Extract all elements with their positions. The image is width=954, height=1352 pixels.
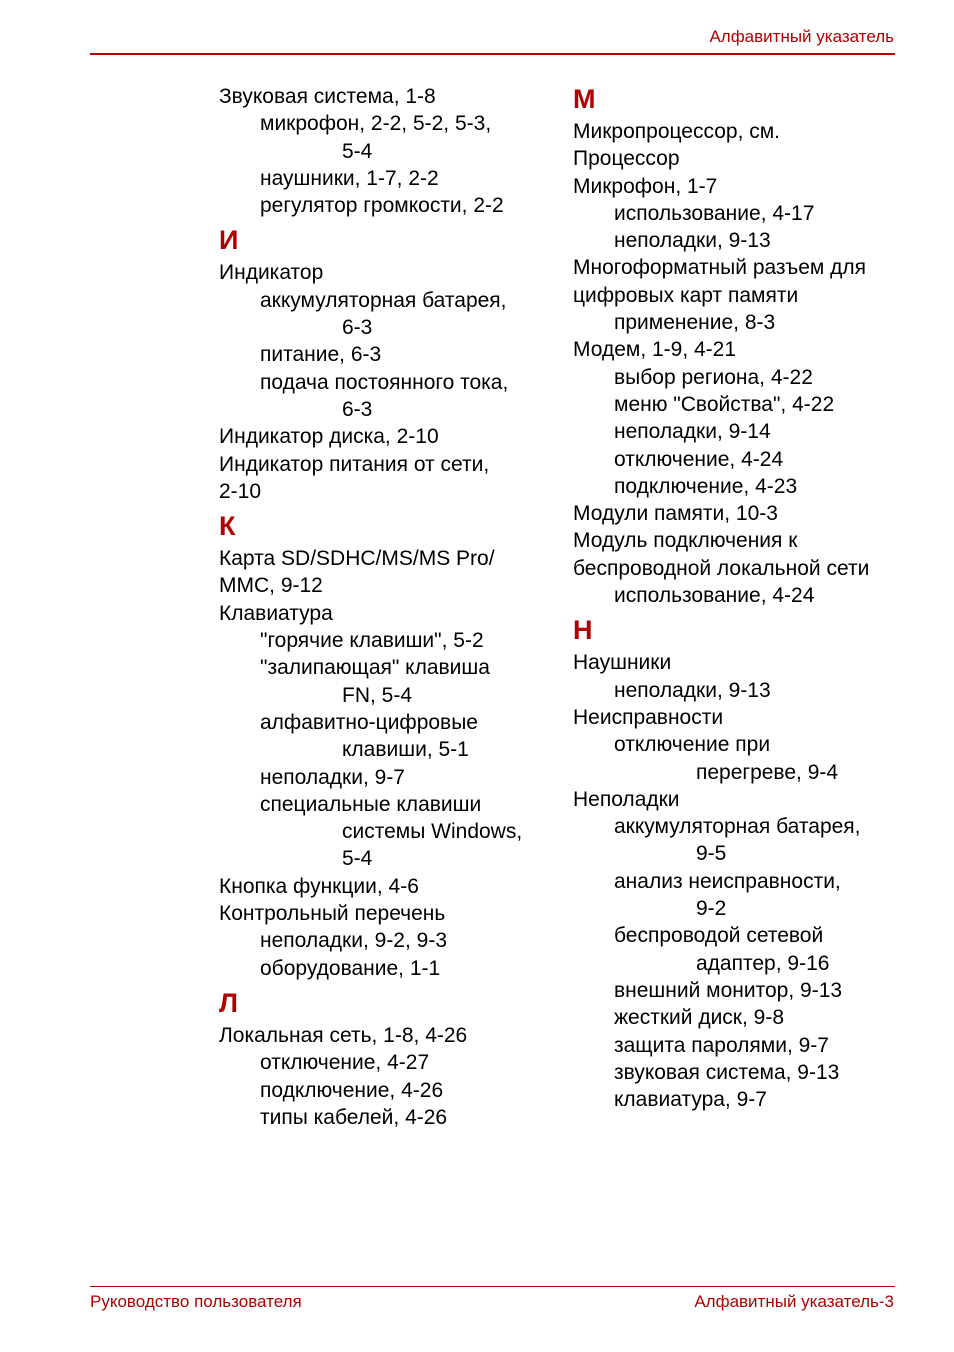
index-entry: Локальная сеть, 1-8, 4-26 xyxy=(219,1023,468,1047)
header-rule xyxy=(90,53,895,55)
index-subentry: регулятор громкости, 2-2 xyxy=(260,194,504,218)
index-entry-continuation: 5-4 xyxy=(342,139,373,163)
index-subentry: анализ неисправности, xyxy=(614,869,841,893)
index-entry: Модуль подключения к xyxy=(573,529,798,553)
index-entry-continuation: клавиши, 5-1 xyxy=(342,738,469,762)
index-subentry: неполадки, 9-14 xyxy=(614,420,771,444)
index-subentry: "залипающая" клавиша xyxy=(260,656,490,680)
index-subentry: специальные клавиши xyxy=(260,792,482,816)
index-entry: Индикатор xyxy=(219,261,324,285)
index-entry: Процессор xyxy=(573,147,680,171)
index-entry-continuation: системы Windows, xyxy=(342,820,523,844)
index-subentry: аккумуляторная батарея, xyxy=(614,815,861,839)
index-subentry: беспроводой сетевой xyxy=(614,924,824,948)
index-entry: беспроводной локальной сети xyxy=(573,556,870,580)
index-subentry: неполадки, 9-2, 9-3 xyxy=(260,929,448,953)
index-subentry: "горячие клавиши", 5-2 xyxy=(260,629,484,653)
index-column-left xyxy=(219,83,554,1131)
index-subentry: применение, 8-3 xyxy=(614,311,776,335)
index-entry-continuation: перегреве, 9-4 xyxy=(696,760,839,784)
index-entry: Карта SD/SDHC/MS/MS Pro/ xyxy=(219,547,495,571)
index-entry: Контрольный перечень xyxy=(219,902,446,926)
index-entry: Модули памяти, 10-3 xyxy=(573,502,778,526)
index-subentry: неполадки, 9-7 xyxy=(260,765,405,789)
index-entry: Кнопка функции, 4-6 xyxy=(219,874,419,898)
footer-page-number: Алфавитный указатель-3 xyxy=(694,1292,894,1311)
index-subentry: алфавитно-цифровые xyxy=(260,710,478,734)
index-entry: Клавиатура xyxy=(219,601,333,625)
index-subentry: использование, 4-24 xyxy=(614,584,815,608)
index-subentry: подключение, 4-23 xyxy=(614,474,798,498)
index-entry: Неисправности xyxy=(573,705,724,729)
index-subentry: наушники, 1-7, 2-2 xyxy=(260,166,439,190)
index-entry-continuation: FN, 5-4 xyxy=(342,683,413,707)
index-subentry: неполадки, 9-13 xyxy=(614,229,771,253)
index-subentry: клавиатура, 9-7 xyxy=(614,1088,767,1112)
index-letter-heading: Н xyxy=(573,615,593,646)
index-subentry: подача постоянного тока, xyxy=(260,370,509,394)
index-subentry: внешний монитор, 9-13 xyxy=(614,978,843,1002)
index-subentry: жесткий диск, 9-8 xyxy=(614,1006,785,1030)
index-subentry: отключение, 4-24 xyxy=(614,447,784,471)
index-subentry: меню "Свойства", 4-22 xyxy=(614,392,835,416)
index-subentry: отключение, 4-27 xyxy=(260,1051,430,1075)
index-entry-continuation: адаптер, 9-16 xyxy=(696,951,830,975)
index-entry: Наушники xyxy=(573,651,672,675)
index-subentry: типы кабелей, 4-26 xyxy=(260,1105,448,1129)
index-entry: Индикатор питания от сети, xyxy=(219,452,490,476)
index-letter-heading: Л xyxy=(219,987,238,1018)
index-subentry: защита паролями, 9-7 xyxy=(614,1033,829,1057)
footer-manual-title: Руководство пользователя xyxy=(90,1292,302,1311)
index-subentry: оборудование, 1-1 xyxy=(260,956,441,980)
footer-rule xyxy=(90,1286,895,1287)
index-subentry: питание, 6-3 xyxy=(260,343,382,367)
index-letter-heading: М xyxy=(573,84,596,114)
index-entry: Микрофон, 1-7 xyxy=(573,174,718,198)
index-entry: Модем, 1-9, 4-21 xyxy=(573,338,737,362)
index-subentry: звуковая система, 9-13 xyxy=(614,1060,840,1084)
index-entry-continuation: 6-3 xyxy=(342,316,373,340)
index-subentry: подключение, 4-26 xyxy=(260,1078,444,1102)
index-subentry: неполадки, 9-13 xyxy=(614,678,771,702)
running-header: Алфавитный указатель xyxy=(709,27,894,46)
index-letter-heading: К xyxy=(219,511,236,542)
index-entry: Неполадки xyxy=(573,787,680,811)
index-entry: Многоформатный разъем для xyxy=(573,256,867,280)
index-entry: Звуковая система, 1-8 xyxy=(219,85,436,108)
index-entry-continuation: 5-4 xyxy=(342,847,373,871)
index-entry-continuation: 9-2 xyxy=(696,897,727,921)
index-entry: Микропроцессор, см. xyxy=(573,120,781,143)
index-subentry: отключение при xyxy=(614,733,771,757)
index-subentry: использование, 4-17 xyxy=(614,201,815,225)
index-entry-continuation: 9-5 xyxy=(696,842,727,866)
index-subentry: микрофон, 2-2, 5-2, 5-3, xyxy=(260,112,492,136)
index-entry: цифровых карт памяти xyxy=(573,283,799,307)
index-entry: MMC, 9-12 xyxy=(219,574,323,598)
index-column-right xyxy=(573,83,913,1113)
index-subentry: аккумуляторная батарея, xyxy=(260,288,507,312)
index-subentry: выбор региона, 4-22 xyxy=(614,365,813,389)
index-entry-continuation: 6-3 xyxy=(342,397,373,421)
index-entry: 2-10 xyxy=(219,479,262,503)
index-letter-heading: И xyxy=(219,225,239,256)
index-entry: Индикатор диска, 2-10 xyxy=(219,425,439,449)
